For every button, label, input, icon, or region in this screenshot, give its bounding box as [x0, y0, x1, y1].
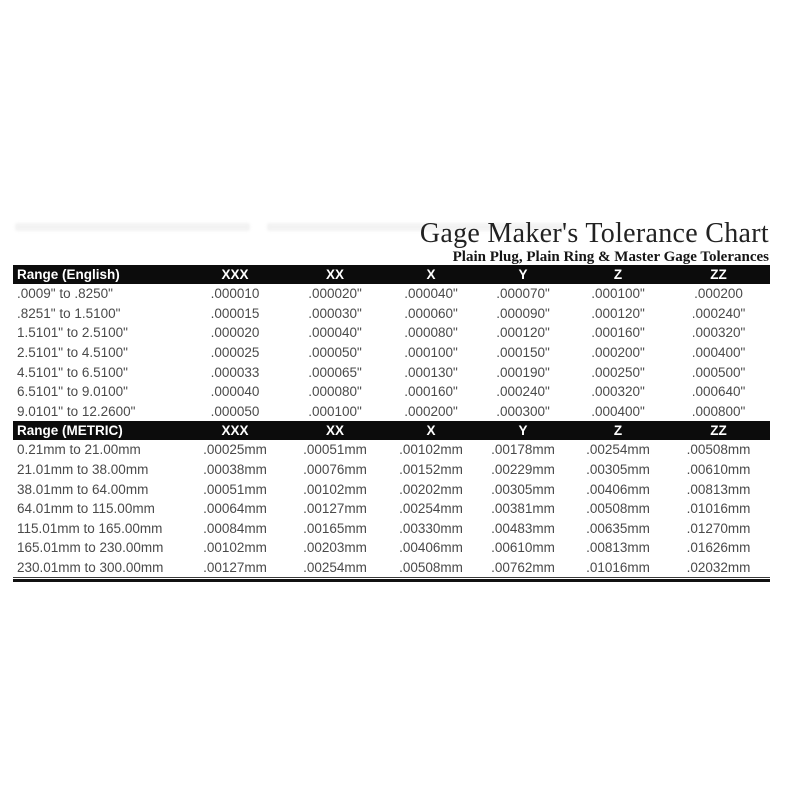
tolerance-value-cell: .000200" [591, 345, 645, 361]
tolerance-value-cell: .000400" [691, 345, 746, 361]
tolerance-value-cell: .00102mm [303, 481, 367, 497]
tolerance-value-cell: .00813mm [586, 540, 650, 556]
tolerance-value-cell: .000060" [404, 305, 458, 321]
range-cell: 38.01mm to 64.00mm [17, 481, 149, 497]
tolerance-value-cell: .000040 [210, 384, 260, 400]
tolerance-value-cell: .000070" [496, 286, 550, 302]
table-bottom-border [13, 579, 770, 582]
tolerance-value-cell: .000130" [404, 364, 458, 380]
tolerance-value-cell: .000025 [210, 345, 260, 361]
range-cell: .8251" to 1.5100" [17, 305, 121, 321]
column-header-zz: ZZ [667, 265, 770, 284]
column-header-y: Y [477, 265, 569, 284]
range-cell: 165.01mm to 230.00mm [17, 540, 164, 556]
tolerance-value-cell: .00127mm [185, 558, 285, 578]
tolerance-value-cell: .000040" [404, 286, 458, 302]
tolerance-value-cell: .000020" [308, 286, 362, 302]
tolerance-value-cell: .00813mm [686, 481, 751, 497]
tolerance-value-cell: .00076mm [303, 462, 367, 478]
tolerance-value-cell: .00483mm [491, 520, 555, 536]
tolerance-value-cell: .00025mm [203, 442, 267, 458]
metric-table-row [13, 479, 770, 499]
tolerance-value-cell: .000500" [691, 364, 746, 380]
tolerance-value-cell: .00038mm [203, 462, 267, 478]
tolerance-value-cell: .01016mm [569, 558, 667, 578]
column-header-z: Z [569, 421, 667, 440]
tolerance-value-cell: .000200" [404, 403, 458, 419]
page-title: Gage Maker's Tolerance Chart [419, 218, 769, 249]
range-cell: 21.01mm to 38.00mm [17, 462, 149, 478]
english-table-row [13, 362, 770, 382]
tolerance-value-cell: .000120" [496, 325, 550, 341]
tolerance-value-cell: .000080" [308, 384, 362, 400]
metric-table-row [13, 440, 770, 460]
tolerance-value-cell: .000200 [694, 286, 743, 302]
tolerance-value-cell: .000010 [210, 286, 260, 302]
range-cell: 2.5101" to 4.5100" [17, 345, 128, 361]
tolerance-value-cell: .000100" [308, 403, 362, 419]
tolerance-table-body [13, 265, 770, 577]
tolerance-value-cell: .000250" [591, 364, 645, 380]
tolerance-value-cell: .000640" [691, 384, 746, 400]
tolerance-value-cell: .00635mm [586, 520, 650, 536]
column-header-x: X [385, 421, 477, 440]
tolerance-value-cell: .00610mm [491, 540, 555, 556]
tolerance-value-cell: .00305mm [586, 462, 650, 478]
tolerance-value-cell: .000050 [210, 403, 260, 419]
metric-table-row [13, 460, 770, 480]
tolerance-value-cell: .00152mm [399, 462, 463, 478]
range-cell: 6.5101" to 9.0100" [17, 384, 128, 400]
tolerance-value-cell: .000160" [404, 384, 458, 400]
tolerance-value-cell: .00381mm [491, 501, 555, 517]
tolerance-value-cell: .000190" [496, 364, 550, 380]
tolerance-value-cell: .00330mm [399, 520, 463, 536]
column-header-xxx: XXX [185, 265, 285, 284]
tolerance-value-cell: .00508mm [586, 501, 650, 517]
tolerance-value-cell: .000160" [591, 325, 645, 341]
tolerance-value-cell: .00102mm [203, 540, 267, 556]
tolerance-value-cell: .000300" [496, 403, 550, 419]
column-header-x: X [385, 265, 477, 284]
tolerance-value-cell: .000800" [691, 403, 746, 419]
tolerance-value-cell: .00406mm [586, 481, 650, 497]
tolerance-value-cell: .00202mm [399, 481, 463, 497]
tolerance-table [13, 265, 770, 578]
english-table-row [13, 382, 770, 402]
tolerance-value-cell: .00254mm [285, 558, 385, 578]
tolerance-value-cell: .00051mm [203, 481, 267, 497]
metric-table-row [13, 499, 770, 519]
tolerance-value-cell: .000100" [591, 286, 645, 302]
tolerance-value-cell: .00762mm [477, 558, 569, 578]
tolerance-value-cell: .00305mm [491, 481, 555, 497]
tolerance-value-cell: .000015 [210, 305, 260, 321]
range-cell: 0.21mm to 21.00mm [17, 442, 141, 458]
tolerance-value-cell: .00102mm [399, 442, 463, 458]
page-subtitle: Plain Plug, Plain Ring & Master Gage Tolerances [452, 249, 769, 265]
tolerance-value-cell: .000150" [496, 345, 550, 361]
tolerance-value-cell: .01626mm [686, 540, 751, 556]
column-header-xx: XX [285, 421, 385, 440]
english-table-row [13, 402, 770, 422]
tolerance-value-cell: .00127mm [303, 501, 367, 517]
column-header-xx: XX [285, 265, 385, 284]
tolerance-value-cell: .00229mm [491, 462, 555, 478]
tolerance-value-cell: .01016mm [686, 501, 751, 517]
tolerance-value-cell: .000120" [591, 305, 645, 321]
metric-table-row [13, 538, 770, 558]
english-range-header-cell: Range (English) [13, 265, 185, 284]
range-cell: .0009" to .8250" [17, 286, 113, 302]
range-cell: 4.5101" to 6.5100" [17, 364, 128, 380]
tolerance-value-cell: .000065" [308, 364, 362, 380]
range-cell: 115.01mm to 165.00mm [17, 520, 163, 536]
range-cell: 9.0101" to 12.2600" [17, 403, 136, 419]
range-cell: 64.01mm to 115.00mm [17, 501, 155, 517]
tolerance-value-cell: .00508mm [385, 558, 477, 578]
english-table-row [13, 343, 770, 363]
tolerance-value-cell: .00508mm [686, 442, 751, 458]
english-table-row [13, 323, 770, 343]
column-header-zz: ZZ [667, 421, 770, 440]
tolerance-value-cell: .000100" [404, 345, 458, 361]
metric-table-row [13, 519, 770, 539]
tolerance-value-cell: .000400" [591, 403, 645, 419]
tolerance-value-cell: .000320" [591, 384, 645, 400]
tolerance-value-cell: .000030" [308, 305, 362, 321]
range-cell: 1.5101" to 2.5100" [17, 325, 128, 341]
tolerance-value-cell: .000050" [308, 345, 362, 361]
tolerance-value-cell: .00064mm [203, 501, 267, 517]
tolerance-value-cell: .000090" [496, 305, 550, 321]
tolerance-value-cell: .00406mm [399, 540, 463, 556]
english-table-row [13, 304, 770, 324]
title-block [420, 220, 769, 265]
tolerance-value-cell: .00051mm [303, 442, 367, 458]
english-table-row [13, 284, 770, 304]
tolerance-value-cell: .000080" [404, 325, 458, 341]
faint-watermark-segment [15, 223, 250, 231]
tolerance-value-cell: .02032mm [667, 558, 770, 578]
tolerance-value-cell: .00610mm [686, 462, 751, 478]
tolerance-value-cell: .000020 [210, 325, 260, 341]
tolerance-value-cell: .000320" [691, 325, 746, 341]
tolerance-value-cell: .00084mm [203, 520, 267, 536]
tolerance-value-cell: .000033 [210, 364, 260, 380]
english-header-row [13, 265, 770, 284]
tolerance-value-cell: .00254mm [586, 442, 650, 458]
tolerance-value-cell: .000240" [691, 305, 746, 321]
range-cell: 230.01mm to 300.00mm [13, 558, 185, 578]
metric-header-row [13, 421, 770, 440]
column-header-y: Y [477, 421, 569, 440]
tolerance-value-cell: .00178mm [491, 442, 555, 458]
metric-table-row [13, 558, 770, 578]
tolerance-value-cell: .00203mm [303, 540, 367, 556]
tolerance-value-cell: .00254mm [399, 501, 463, 517]
column-header-z: Z [569, 265, 667, 284]
tolerance-value-cell: .000040" [308, 325, 362, 341]
column-header-xxx: XXX [185, 421, 285, 440]
tolerance-value-cell: .000240" [496, 384, 550, 400]
tolerance-value-cell: .01270mm [686, 520, 751, 536]
metric-range-header-cell: Range (METRIC) [13, 421, 185, 440]
tolerance-value-cell: .00165mm [303, 520, 367, 536]
